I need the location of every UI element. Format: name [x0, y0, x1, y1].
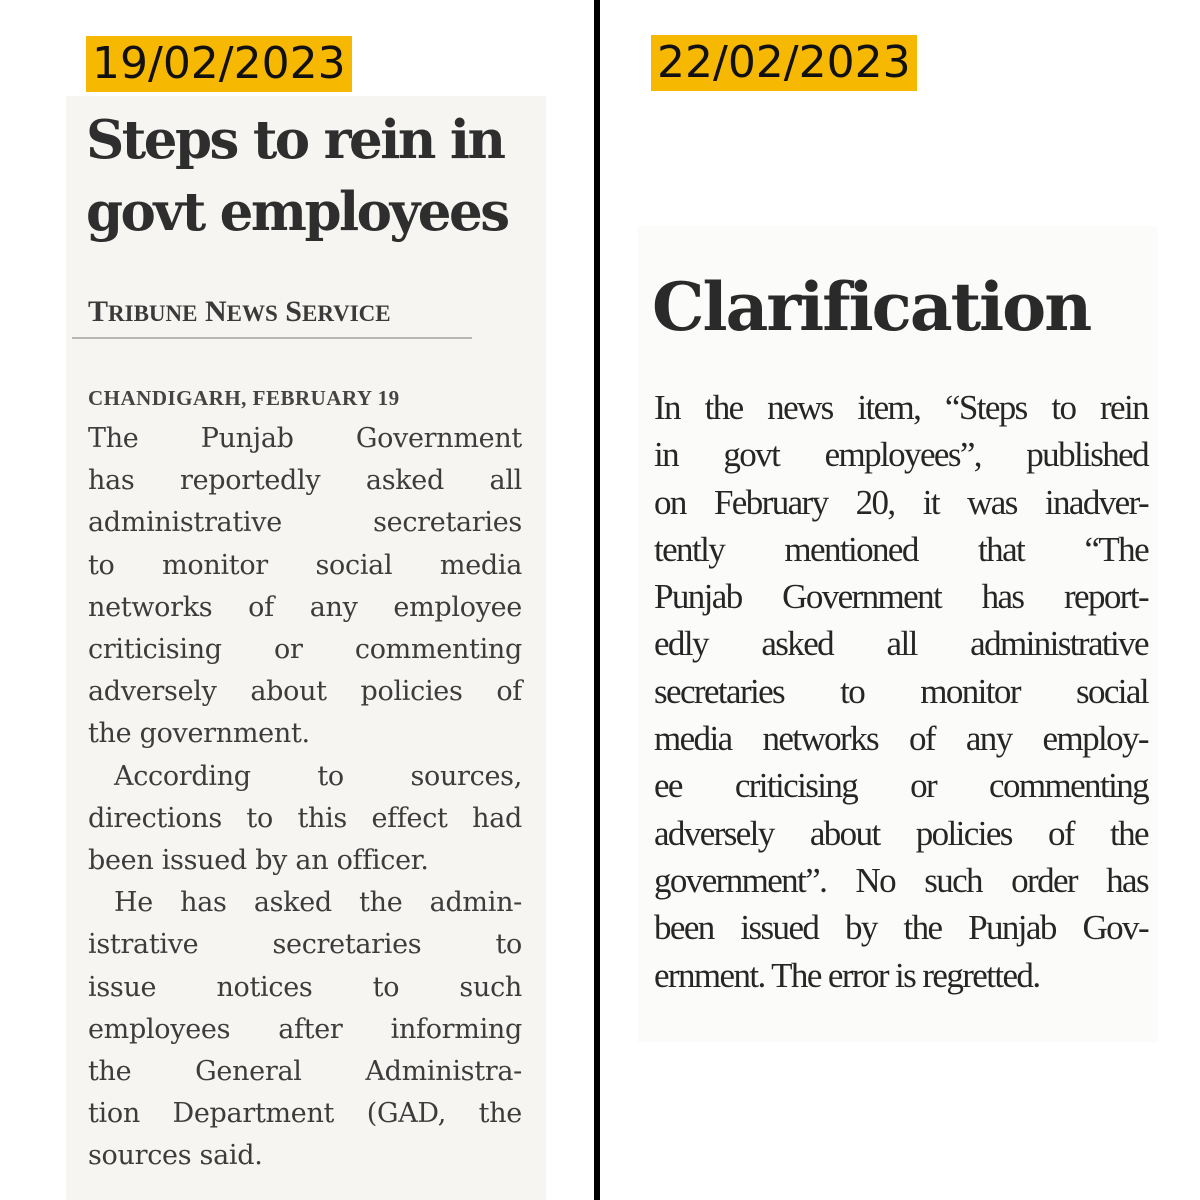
body-line: has reportedly asked all: [88, 465, 522, 497]
body-line: been issued by the Punjab Gov-: [654, 908, 1148, 948]
body-line: sources said.: [88, 1140, 263, 1172]
body-line: ernment. The error is regretted.: [654, 955, 1040, 995]
body-line: on February 20, it was inadver-: [654, 482, 1148, 522]
byline-initial: S: [285, 295, 302, 328]
body-line: Punjab Government has report-: [654, 577, 1148, 617]
body-line: In the news item, “Steps to rein: [654, 388, 1148, 427]
right-date-badge: 22/02/2023: [651, 35, 917, 91]
body-line: networks of any employee: [88, 591, 522, 623]
body-line: adversely about policies of the: [654, 813, 1148, 853]
body-line: been issued by an officer.: [88, 845, 429, 877]
body-line: administrative secretaries: [88, 507, 522, 539]
body-line: tion Department (GAD, the: [88, 1098, 522, 1130]
left-article-body: [88, 418, 522, 1178]
body-line: According to sources,: [114, 760, 522, 792]
body-line: secretaries to monitor social: [654, 671, 1148, 711]
body-line: media networks of any employ-: [654, 719, 1148, 759]
body-line: the General Administra-: [88, 1056, 522, 1088]
dateline: CHANDIGARH, FEBRUARY 19: [88, 386, 400, 410]
headline-line: govt employees: [86, 181, 508, 243]
body-line: edly asked all administrative: [654, 624, 1148, 664]
body-line: issue notices to such: [88, 971, 522, 1003]
left-headline: [86, 104, 556, 248]
body-line: employees after informing: [88, 1013, 522, 1045]
byline-smallcaps: EWS: [226, 301, 278, 326]
body-line: to monitor social media: [88, 549, 522, 581]
body-line: the government.: [88, 718, 310, 750]
body-line: ee criticising or commenting: [654, 766, 1148, 806]
body-line: criticising or commenting: [88, 634, 522, 666]
clarification-body: [654, 384, 1148, 999]
body-line: adversely about policies of: [88, 676, 522, 708]
body-line: government”. No such order has: [654, 860, 1148, 900]
headline-line: Steps to rein in: [86, 109, 504, 171]
clarification-title: Clarification: [652, 268, 1091, 346]
byline-initial: N: [204, 295, 227, 328]
byline: [88, 293, 391, 333]
byline-rule: [72, 337, 472, 339]
byline-initial: T: [88, 295, 109, 328]
center-divider: [594, 0, 600, 1200]
body-line: tently mentioned that “The: [654, 529, 1148, 569]
body-line: in govt employees”, published: [654, 435, 1148, 475]
body-line: istrative secretaries to: [88, 929, 522, 961]
body-line: He has asked the admin-: [114, 887, 522, 919]
byline-smallcaps: ERVICE: [301, 301, 391, 326]
body-line: The Punjab Government: [88, 423, 522, 454]
left-date-badge: 19/02/2023: [86, 36, 352, 92]
byline-smallcaps: RIBUNE: [108, 301, 198, 326]
body-line: directions to this effect had: [88, 802, 522, 834]
